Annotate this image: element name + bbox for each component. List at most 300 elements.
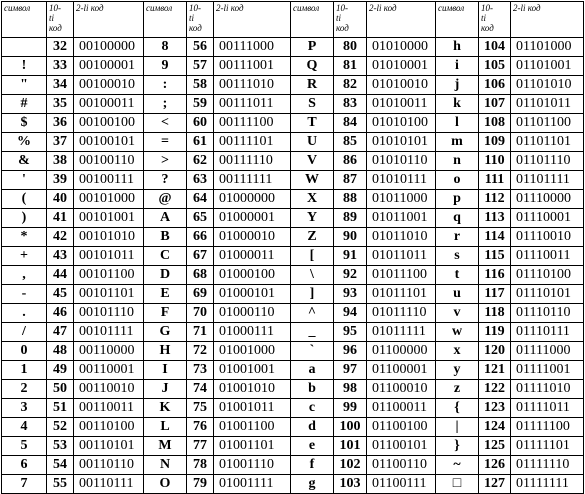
binary-code-cell: 00111000 (214, 38, 291, 57)
symbol-cell: b (291, 380, 334, 399)
binary-code-cell: 00100000 (74, 38, 144, 57)
decimal-code-cell: 104 (479, 38, 511, 57)
symbol-cell: I (144, 361, 187, 380)
decimal-code-cell: 126 (479, 456, 511, 475)
binary-code-cell: 00100001 (74, 57, 144, 76)
binary-code-cell: 01001100 (214, 418, 291, 437)
symbol-cell: y (436, 361, 479, 380)
header-decimal-line: 10- (336, 3, 348, 13)
decimal-code-cell: 55 (47, 475, 74, 494)
binary-code-cell: 00111001 (214, 57, 291, 76)
decimal-code-cell: 84 (334, 114, 367, 133)
symbol-cell: } (436, 437, 479, 456)
binary-code-cell: 01011101 (367, 285, 436, 304)
binary-code-cell: 01110000 (511, 190, 584, 209)
binary-code-cell: 01101111 (511, 171, 584, 190)
symbol-cell: P (291, 38, 334, 57)
table-row (2, 361, 584, 380)
table-row (2, 152, 584, 171)
binary-code-cell: 01101110 (511, 152, 584, 171)
decimal-code-cell: 71 (187, 323, 214, 342)
binary-code-cell: 00110010 (74, 380, 144, 399)
symbol-cell: x (436, 342, 479, 361)
decimal-code-cell: 113 (479, 209, 511, 228)
binary-code-cell: 00110100 (74, 418, 144, 437)
table-row (2, 114, 584, 133)
header-decimal-line: код (189, 23, 202, 33)
binary-code-cell: 01000110 (214, 304, 291, 323)
binary-code-cell: 00101011 (74, 247, 144, 266)
decimal-code-cell: 58 (187, 76, 214, 95)
binary-code-cell: 01011010 (367, 228, 436, 247)
symbol-cell: K (144, 399, 187, 418)
binary-code-cell: 01011011 (367, 247, 436, 266)
decimal-code-cell: 57 (187, 57, 214, 76)
symbol-cell: > (144, 152, 187, 171)
decimal-code-cell: 53 (47, 437, 74, 456)
decimal-code-cell: 108 (479, 114, 511, 133)
decimal-code-cell: 114 (479, 228, 511, 247)
table-row (2, 95, 584, 114)
ascii-code-table (1, 1, 584, 494)
decimal-code-cell: 65 (187, 209, 214, 228)
symbol-cell: . (2, 304, 47, 323)
symbol-cell: □ (436, 475, 479, 494)
binary-code-cell: 00100111 (74, 171, 144, 190)
binary-code-cell: 01111110 (511, 456, 584, 475)
decimal-code-cell: 72 (187, 342, 214, 361)
decimal-code-cell: 96 (334, 342, 367, 361)
binary-code-cell: 00110011 (74, 399, 144, 418)
decimal-code-cell: 51 (47, 399, 74, 418)
binary-code-cell: 01100100 (367, 418, 436, 437)
table-row (2, 304, 584, 323)
symbol-cell: J (144, 380, 187, 399)
symbol-cell: S (291, 95, 334, 114)
table-row (2, 247, 584, 266)
header-decimal-code (334, 2, 367, 38)
symbol-cell: M (144, 437, 187, 456)
table-row (2, 190, 584, 209)
decimal-code-cell: 78 (187, 456, 214, 475)
binary-code-cell: 00111110 (214, 152, 291, 171)
binary-code-cell: 01110100 (511, 266, 584, 285)
header-decimal-code (479, 2, 511, 38)
symbol-cell: 4 (2, 418, 47, 437)
header-decimal-code (47, 2, 74, 38)
symbol-cell: + (2, 247, 47, 266)
binary-code-cell: 01100111 (367, 475, 436, 494)
binary-code-cell: 01110110 (511, 304, 584, 323)
header-row (2, 2, 584, 38)
binary-code-cell: 01111010 (511, 380, 584, 399)
header-decimal-line: ti (49, 13, 55, 23)
binary-code-cell: 01011110 (367, 304, 436, 323)
decimal-code-cell: 123 (479, 399, 511, 418)
binary-code-cell: 01101001 (511, 57, 584, 76)
symbol-cell: 1 (2, 361, 47, 380)
symbol-cell: d (291, 418, 334, 437)
binary-code-cell: 01110001 (511, 209, 584, 228)
symbol-cell: [ (291, 247, 334, 266)
symbol-cell: = (144, 133, 187, 152)
symbol-cell: ; (144, 95, 187, 114)
decimal-code-cell: 69 (187, 285, 214, 304)
table-row (2, 437, 584, 456)
symbol-cell: " (2, 76, 47, 95)
symbol-cell: 8 (144, 38, 187, 57)
symbol-cell: n (436, 152, 479, 171)
decimal-code-cell: 45 (47, 285, 74, 304)
decimal-code-cell: 110 (479, 152, 511, 171)
decimal-code-cell: 95 (334, 323, 367, 342)
decimal-code-cell: 60 (187, 114, 214, 133)
symbol-cell: v (436, 304, 479, 323)
symbol-cell: q (436, 209, 479, 228)
decimal-code-cell: 107 (479, 95, 511, 114)
decimal-code-cell: 61 (187, 133, 214, 152)
binary-code-cell: 01110101 (511, 285, 584, 304)
header-symbol: символ (2, 2, 47, 38)
binary-code-cell: 01111001 (511, 361, 584, 380)
binary-code-cell: 00100100 (74, 114, 144, 133)
decimal-code-cell: 64 (187, 190, 214, 209)
decimal-code-cell: 124 (479, 418, 511, 437)
symbol-cell: a (291, 361, 334, 380)
decimal-code-cell: 102 (334, 456, 367, 475)
symbol-cell: B (144, 228, 187, 247)
binary-code-cell: 01100000 (367, 342, 436, 361)
symbol-cell: | (436, 418, 479, 437)
decimal-code-cell: 68 (187, 266, 214, 285)
binary-code-cell: 01010001 (367, 57, 436, 76)
binary-code-cell: 01111101 (511, 437, 584, 456)
binary-code-cell: 01100101 (367, 437, 436, 456)
symbol-cell: O (144, 475, 187, 494)
table-row (2, 456, 584, 475)
decimal-code-cell: 74 (187, 380, 214, 399)
binary-code-cell: 00101111 (74, 323, 144, 342)
table-row (2, 171, 584, 190)
symbol-cell: T (291, 114, 334, 133)
decimal-code-cell: 109 (479, 133, 511, 152)
symbol-cell: , (2, 266, 47, 285)
decimal-code-cell: 99 (334, 399, 367, 418)
symbol-cell: D (144, 266, 187, 285)
decimal-code-cell: 93 (334, 285, 367, 304)
symbol-cell: ( (2, 190, 47, 209)
binary-code-cell: 01110011 (511, 247, 584, 266)
symbol-cell: ? (144, 171, 187, 190)
decimal-code-cell: 41 (47, 209, 74, 228)
decimal-code-cell: 111 (479, 171, 511, 190)
symbol-cell: G (144, 323, 187, 342)
symbol-cell: 2 (2, 380, 47, 399)
symbol-cell: ^ (291, 304, 334, 323)
decimal-code-cell: 35 (47, 95, 74, 114)
symbol-cell: z (436, 380, 479, 399)
binary-code-cell: 00111010 (214, 76, 291, 95)
binary-code-cell: 01001110 (214, 456, 291, 475)
binary-code-cell: 01000101 (214, 285, 291, 304)
decimal-code-cell: 98 (334, 380, 367, 399)
decimal-code-cell: 50 (47, 380, 74, 399)
binary-code-cell: 00110001 (74, 361, 144, 380)
symbol-cell: { (436, 399, 479, 418)
symbol-cell: * (2, 228, 47, 247)
symbol-cell: H (144, 342, 187, 361)
binary-code-cell: 01010101 (367, 133, 436, 152)
symbol-cell: r (436, 228, 479, 247)
symbol-cell: w (436, 323, 479, 342)
symbol-cell: ' (2, 171, 47, 190)
binary-code-cell: 00111011 (214, 95, 291, 114)
decimal-code-cell: 87 (334, 171, 367, 190)
decimal-code-cell: 70 (187, 304, 214, 323)
header-decimal-line: код (49, 23, 62, 33)
binary-code-cell: 01000011 (214, 247, 291, 266)
symbol-cell: R (291, 76, 334, 95)
binary-code-cell: 01010000 (367, 38, 436, 57)
symbol-cell: # (2, 95, 47, 114)
decimal-code-cell: 63 (187, 171, 214, 190)
table-row (2, 399, 584, 418)
decimal-code-cell: 54 (47, 456, 74, 475)
symbol-cell: s (436, 247, 479, 266)
symbol-cell (2, 38, 47, 57)
symbol-cell: % (2, 133, 47, 152)
decimal-code-cell: 112 (479, 190, 511, 209)
decimal-code-cell: 42 (47, 228, 74, 247)
binary-code-cell: 00101010 (74, 228, 144, 247)
table-row (2, 57, 584, 76)
decimal-code-cell: 92 (334, 266, 367, 285)
decimal-code-cell: 122 (479, 380, 511, 399)
table-row (2, 228, 584, 247)
symbol-cell: N (144, 456, 187, 475)
binary-code-cell: 01000001 (214, 209, 291, 228)
decimal-code-cell: 39 (47, 171, 74, 190)
decimal-code-cell: 56 (187, 38, 214, 57)
symbol-cell: ) (2, 209, 47, 228)
symbol-cell: F (144, 304, 187, 323)
binary-code-cell: 01111000 (511, 342, 584, 361)
header-binary-code: 2-li код (74, 2, 144, 38)
decimal-code-cell: 119 (479, 323, 511, 342)
binary-code-cell: 01001101 (214, 437, 291, 456)
header-decimal-code (187, 2, 214, 38)
binary-code-cell: 00100010 (74, 76, 144, 95)
decimal-code-cell: 62 (187, 152, 214, 171)
binary-code-cell: 01100011 (367, 399, 436, 418)
binary-code-cell: 01101011 (511, 95, 584, 114)
binary-code-cell: 01100010 (367, 380, 436, 399)
decimal-code-cell: 44 (47, 266, 74, 285)
decimal-code-cell: 67 (187, 247, 214, 266)
binary-code-cell: 00100110 (74, 152, 144, 171)
binary-code-cell: 01010110 (367, 152, 436, 171)
symbol-cell: W (291, 171, 334, 190)
binary-code-cell: 00110111 (74, 475, 144, 494)
decimal-code-cell: 127 (479, 475, 511, 494)
symbol-cell: k (436, 95, 479, 114)
decimal-code-cell: 81 (334, 57, 367, 76)
symbol-cell: @ (144, 190, 187, 209)
decimal-code-cell: 88 (334, 190, 367, 209)
symbol-cell: e (291, 437, 334, 456)
binary-code-cell: 01010100 (367, 114, 436, 133)
symbol-cell: p (436, 190, 479, 209)
table-row (2, 380, 584, 399)
symbol-cell: 3 (2, 399, 47, 418)
table-row (2, 285, 584, 304)
decimal-code-cell: 100 (334, 418, 367, 437)
decimal-code-cell: 89 (334, 209, 367, 228)
binary-code-cell: 01000010 (214, 228, 291, 247)
decimal-code-cell: 125 (479, 437, 511, 456)
decimal-code-cell: 105 (479, 57, 511, 76)
symbol-cell: Y (291, 209, 334, 228)
decimal-code-cell: 73 (187, 361, 214, 380)
binary-code-cell: 01011000 (367, 190, 436, 209)
decimal-code-cell: 49 (47, 361, 74, 380)
binary-code-cell: 01101010 (511, 76, 584, 95)
symbol-cell: C (144, 247, 187, 266)
binary-code-cell: 01000000 (214, 190, 291, 209)
table-row (2, 76, 584, 95)
symbol-cell: X (291, 190, 334, 209)
header-decimal-line: код (481, 23, 494, 33)
binary-code-cell: 01010111 (367, 171, 436, 190)
header-symbol: символ (436, 2, 479, 38)
decimal-code-cell: 115 (479, 247, 511, 266)
binary-code-cell: 01110111 (511, 323, 584, 342)
table-body (2, 38, 584, 494)
binary-code-cell: 01000111 (214, 323, 291, 342)
header-decimal-line: 10- (189, 3, 201, 13)
decimal-code-cell: 97 (334, 361, 367, 380)
decimal-code-cell: 75 (187, 399, 214, 418)
table-row (2, 209, 584, 228)
binary-code-cell: 01001111 (214, 475, 291, 494)
decimal-code-cell: 76 (187, 418, 214, 437)
decimal-code-cell: 103 (334, 475, 367, 494)
table-row (2, 475, 584, 494)
binary-code-cell: 01111100 (511, 418, 584, 437)
symbol-cell: Q (291, 57, 334, 76)
symbol-cell: f (291, 456, 334, 475)
symbol-cell: : (144, 76, 187, 95)
header-decimal-line: код (336, 23, 349, 33)
decimal-code-cell: 34 (47, 76, 74, 95)
symbol-cell: u (436, 285, 479, 304)
table-row (2, 133, 584, 152)
symbol-cell: _ (291, 323, 334, 342)
symbol-cell: U (291, 133, 334, 152)
decimal-code-cell: 82 (334, 76, 367, 95)
binary-code-cell: 01001011 (214, 399, 291, 418)
symbol-cell: L (144, 418, 187, 437)
decimal-code-cell: 32 (47, 38, 74, 57)
symbol-cell: E (144, 285, 187, 304)
decimal-code-cell: 48 (47, 342, 74, 361)
table-row (2, 266, 584, 285)
symbol-cell: t (436, 266, 479, 285)
symbol-cell: / (2, 323, 47, 342)
binary-code-cell: 01001001 (214, 361, 291, 380)
table-header (2, 2, 584, 38)
decimal-code-cell: 46 (47, 304, 74, 323)
decimal-code-cell: 38 (47, 152, 74, 171)
table-row (2, 38, 584, 57)
header-decimal-line: ti (481, 13, 487, 23)
binary-code-cell: 01111011 (511, 399, 584, 418)
decimal-code-cell: 80 (334, 38, 367, 57)
header-decimal-line: ti (336, 13, 342, 23)
binary-code-cell: 01101101 (511, 133, 584, 152)
binary-code-cell: 00101101 (74, 285, 144, 304)
header-binary-code: 2-li код (214, 2, 291, 38)
symbol-cell: V (291, 152, 334, 171)
binary-code-cell: 00111100 (214, 114, 291, 133)
decimal-code-cell: 116 (479, 266, 511, 285)
symbol-cell: Z (291, 228, 334, 247)
header-decimal-line: 10- (481, 3, 493, 13)
decimal-code-cell: 40 (47, 190, 74, 209)
table-row (2, 418, 584, 437)
decimal-code-cell: 59 (187, 95, 214, 114)
decimal-code-cell: 79 (187, 475, 214, 494)
symbol-cell: ! (2, 57, 47, 76)
decimal-code-cell: 37 (47, 133, 74, 152)
symbol-cell: 9 (144, 57, 187, 76)
binary-code-cell: 00110101 (74, 437, 144, 456)
binary-code-cell: 00111101 (214, 133, 291, 152)
symbol-cell: h (436, 38, 479, 57)
decimal-code-cell: 90 (334, 228, 367, 247)
decimal-code-cell: 117 (479, 285, 511, 304)
binary-code-cell: 01110010 (511, 228, 584, 247)
binary-code-cell: 01000100 (214, 266, 291, 285)
table-row (2, 323, 584, 342)
symbol-cell: l (436, 114, 479, 133)
binary-code-cell: 01100001 (367, 361, 436, 380)
symbol-cell: c (291, 399, 334, 418)
decimal-code-cell: 106 (479, 76, 511, 95)
header-symbol: символ (291, 2, 334, 38)
binary-code-cell: 00111111 (214, 171, 291, 190)
symbol-cell: m (436, 133, 479, 152)
binary-code-cell: 00100101 (74, 133, 144, 152)
symbol-cell: \ (291, 266, 334, 285)
symbol-cell: j (436, 76, 479, 95)
binary-code-cell: 00110110 (74, 456, 144, 475)
binary-code-cell: 01101000 (511, 38, 584, 57)
binary-code-cell: 00101100 (74, 266, 144, 285)
header-binary-code: 2-li код (511, 2, 584, 38)
symbol-cell: i (436, 57, 479, 76)
symbol-cell: & (2, 152, 47, 171)
binary-code-cell: 01010010 (367, 76, 436, 95)
symbol-cell: - (2, 285, 47, 304)
binary-code-cell: 01100110 (367, 456, 436, 475)
binary-code-cell: 01011100 (367, 266, 436, 285)
symbol-cell: g (291, 475, 334, 494)
decimal-code-cell: 52 (47, 418, 74, 437)
symbol-cell: $ (2, 114, 47, 133)
symbol-cell: ` (291, 342, 334, 361)
decimal-code-cell: 101 (334, 437, 367, 456)
